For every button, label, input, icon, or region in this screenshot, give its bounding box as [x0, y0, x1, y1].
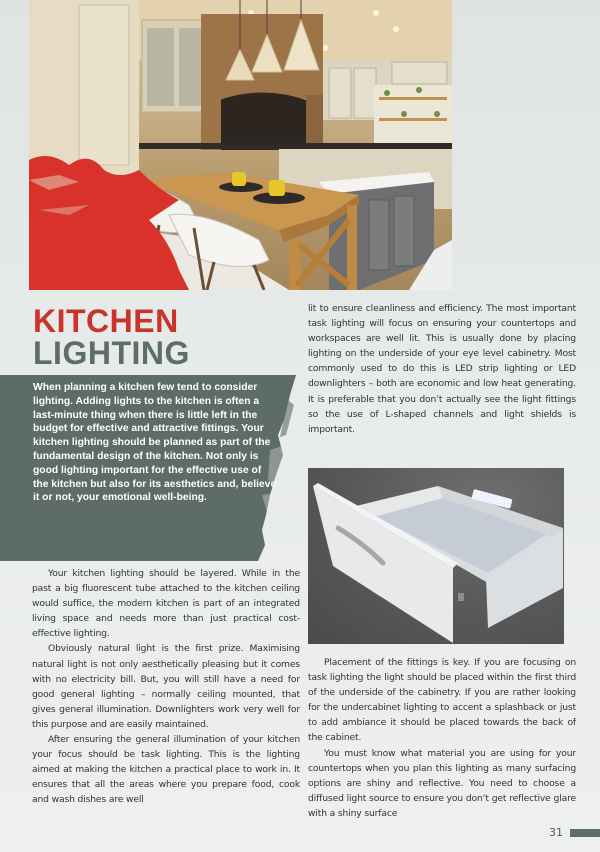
body-paragraph: Obviously natural light is the first prize. Maximising natural light is not only aesthetically pleasing but it comes with no electricity bill. But, you will still have a need for good general lighting – normally ceiling mounted, that gives general illumination. Downlighters work very well for this purpose and are easily maintained. [32, 643, 300, 730]
hero-kitchen-photo [29, 0, 452, 290]
title-line-lighting: LIGHTING [33, 335, 190, 371]
kitchen-illustration [29, 0, 452, 290]
body-paragraph: After ensuring the general illumination of your kitchen your focus should be task lighting. This is the lighting aimed at making the kitchen a practical place to work in. It ensures that all the areas where you prepare food, cook and wash dishes are well [32, 734, 300, 806]
article-title [33, 305, 190, 369]
drawer-led-photo [308, 468, 564, 644]
page-number: 31 [549, 826, 563, 839]
drawer-illustration [308, 468, 564, 644]
body-paragraph: lit to ensure cleanliness and efficiency. The most important task lighting will focus on ensuring your countertops and workspaces are well lit. This is usually done by placing lighting on the underside of your eye level cabinetry. Most commonly used to do this is LED strip lighting or LED downlighters – both are economic and low heat generating. It is preferable that you don’t actually see the light fittings so the use of L-shaped channels and light shields is important. [308, 303, 576, 435]
body-paragraph: Your kitchen lighting should be layered. While in the past a big fluorescent tube attached to the kitchen ceiling would suffice, the modern kitchen is part of an integrated living space and needs more than just practical cost-effective lighting. [32, 568, 300, 640]
body-column-left [32, 566, 300, 808]
page-number-bar [570, 829, 600, 837]
body-paragraph: You must know what material you are using for your countertops when you plan this lighting as many surfacing options are shiny and reflective. You need to choose a diffused light source to ensure you don’t get reflective glare with a shiny surface [308, 747, 576, 819]
body-column-right-top [308, 301, 576, 437]
title-line-kitchen: KITCHEN [33, 303, 179, 339]
intro-paragraph: When planning a kitchen few tend to consider lighting. Adding lights to the kitchen is often a last-minute thing when there is little left in the budget for effective and attractive fittings. Your kitchen lighting should be planned as part of the fundamental design of the kitchen. Not only is good lighting important for the effective use of the kitchen but also for its aesthetics and, believe it or not, your emotional well-being. [33, 382, 277, 504]
body-paragraph: Placement of the fittings is key. If you are focusing on task lighting the light should be placed within the first third of the underside of the cabinetry. If you are rather looking for the undercabinet lighting to accent a splashback or just to add ambiance it should be placed towards the back of the cabinet. [308, 657, 576, 744]
body-column-right-bottom [308, 655, 576, 821]
